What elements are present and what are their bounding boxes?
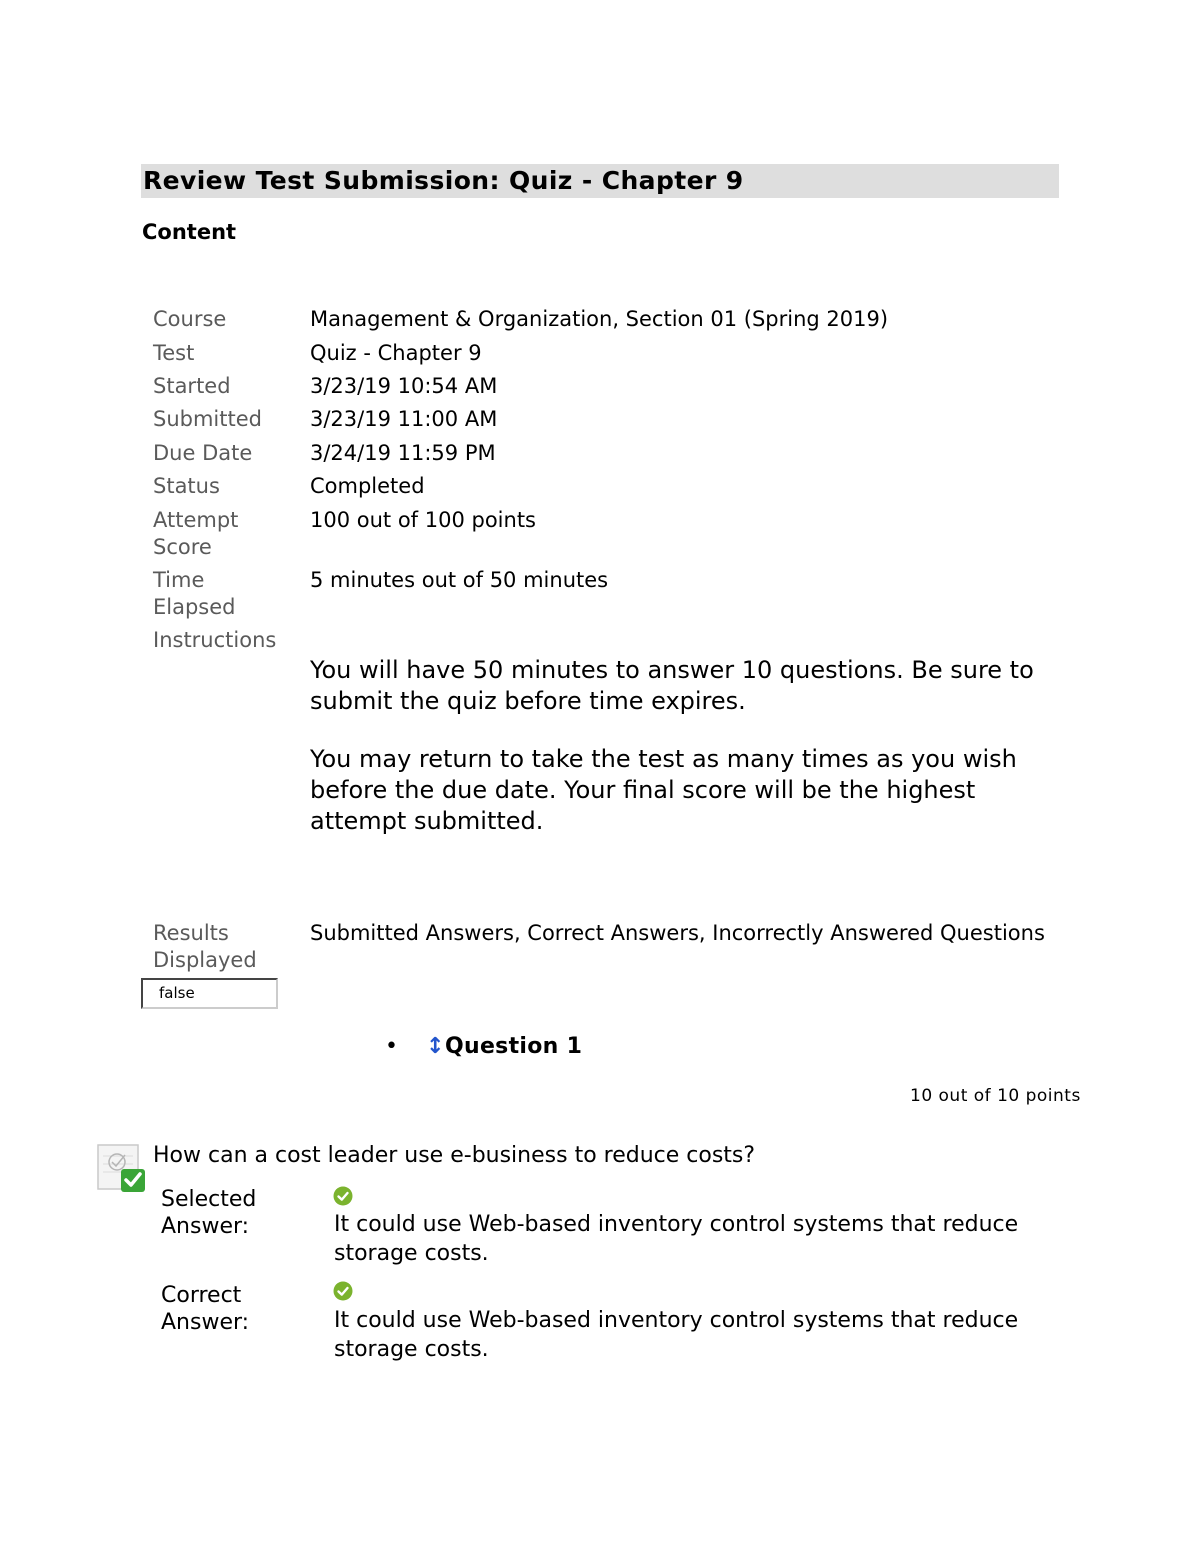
results-displayed-label: Results Displayed <box>153 921 257 972</box>
question-title: Question 1 <box>445 1034 583 1059</box>
started-label: Started <box>153 374 231 398</box>
section-label: Content <box>142 220 237 244</box>
graded-correct-icon <box>97 1142 147 1194</box>
due-date-label: Due Date <box>153 441 253 465</box>
correct-answer-text: It could use Web-based inventory control systems that reduce storage costs. <box>334 1308 1019 1362</box>
selected-answer-text: It could use Web-based inventory control systems that reduce storage costs. <box>334 1212 1019 1266</box>
check-circle-icon <box>333 1186 353 1206</box>
question-text: How can a cost leader use e-business to reduce costs? <box>153 1143 756 1168</box>
results-displayed-value: Submitted Answers, Correct Answers, Incorrectly Answered Questions <box>310 921 1045 945</box>
submitted-value: 3/23/19 11:00 AM <box>310 407 498 431</box>
started-value: 3/23/19 10:54 AM <box>310 374 498 398</box>
page-title: Review Test Submission: Quiz - Chapter 9 <box>143 166 744 195</box>
submitted-label: Submitted <box>153 407 262 431</box>
status-value: Completed <box>310 474 425 498</box>
hidden-value-field: false <box>141 978 278 1009</box>
instructions-paragraph-1: You will have 50 minutes to answer 10 questions. Be sure to submit the quiz before time expires. <box>310 656 1034 715</box>
selected-answer-label: Selected Answer: <box>161 1187 257 1239</box>
reorder-arrow-icon[interactable]: ↕ <box>426 1034 445 1059</box>
test-label: Test <box>153 341 195 365</box>
time-elapsed-value: 5 minutes out of 50 minutes <box>310 568 609 592</box>
instructions-label: Instructions <box>153 628 277 652</box>
check-circle-icon <box>333 1281 353 1301</box>
course-label: Course <box>153 307 227 331</box>
attempt-score-value: 100 out of 100 points <box>310 508 536 532</box>
instructions-paragraph-2: You may return to take the test as many times as you wish before the due date. Your final score will be the highest attempt submitted. <box>310 745 1017 835</box>
status-label: Status <box>153 474 220 498</box>
time-elapsed-label: Time Elapsed <box>153 568 236 619</box>
question-points: 10 out of 10 points <box>910 1086 1081 1106</box>
test-value: Quiz - Chapter 9 <box>310 341 482 365</box>
correct-answer-label: Correct Answer: <box>161 1283 250 1335</box>
page-title-bar <box>141 164 1059 198</box>
due-date-value: 3/24/19 11:59 PM <box>310 441 496 465</box>
course-value: Management & Organization, Section 01 (Spring 2019) <box>310 307 889 331</box>
question-bullet: • <box>385 1034 398 1059</box>
attempt-score-label: Attempt Score <box>153 508 239 559</box>
